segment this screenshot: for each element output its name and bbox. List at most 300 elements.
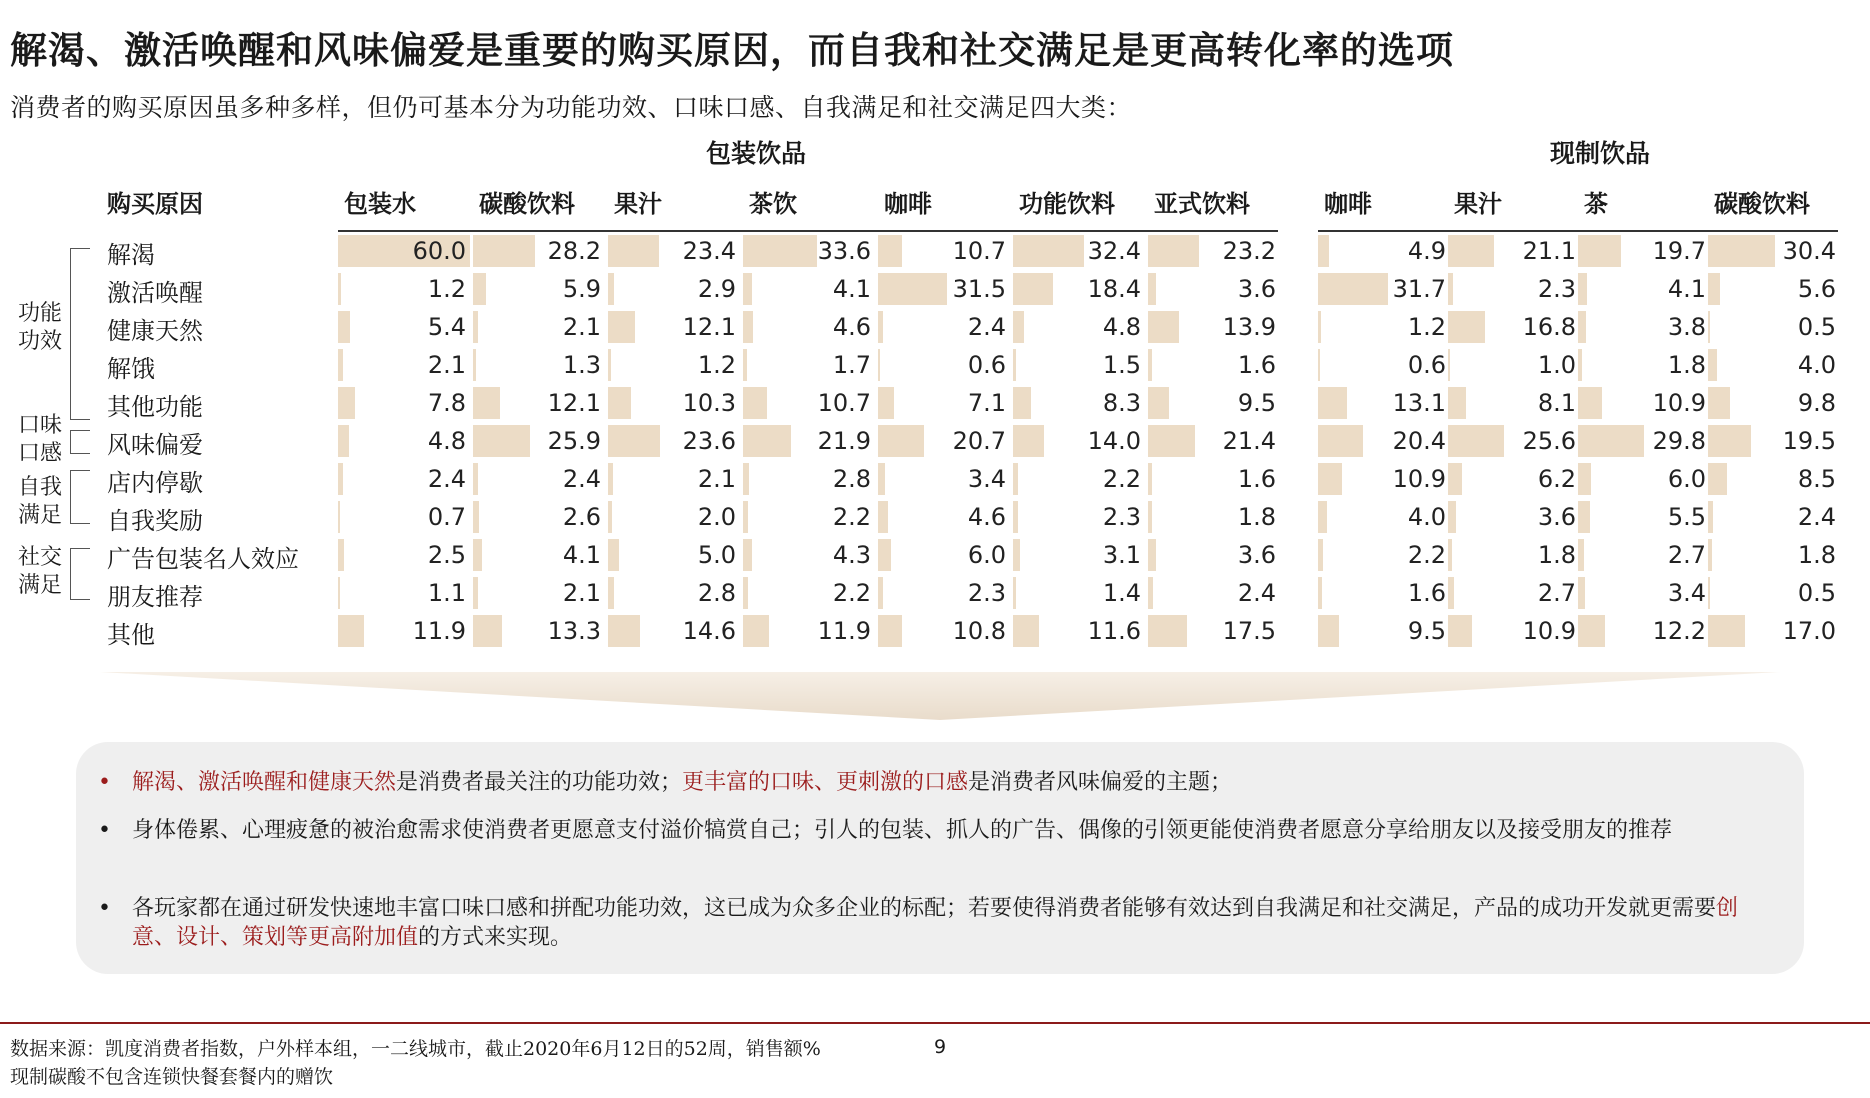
value-bar: [608, 273, 614, 305]
table-cell: [1148, 347, 1280, 381]
table-cell: [743, 537, 875, 571]
value-bar: [1578, 235, 1621, 267]
value-bar: [1318, 539, 1323, 571]
value-bar: [1013, 539, 1020, 571]
value-bar: [338, 539, 344, 571]
value-bar: [473, 349, 476, 381]
value-bar: [1013, 425, 1044, 457]
column-header: 果汁: [614, 189, 662, 218]
value-bar: [1448, 615, 1472, 647]
table-cell: [1708, 385, 1840, 419]
value-bar: [1318, 463, 1342, 495]
table-cell: [473, 613, 605, 647]
table-cell: [1578, 233, 1710, 267]
value-label: 5.9: [562, 275, 601, 303]
category-label-function: 功能功效: [17, 301, 62, 354]
body-text: 身体倦累、心理疲惫的被治愈需求使消费者更愿意支付溢价犒赏自己；引人的包装、抓人的广告、偶像的引领更能使消费者愿意分享给朋友以及接受朋友的推荐: [132, 818, 1673, 843]
value-label: 1.2: [697, 351, 736, 379]
header-rule: [1318, 230, 1838, 232]
value-label: 2.0: [697, 503, 736, 531]
table-cell: [338, 347, 470, 381]
body-text: 的方式来实现。: [418, 925, 573, 950]
value-bar: [608, 577, 614, 609]
table-cell: [608, 423, 740, 457]
table-cell: [743, 271, 875, 305]
table-cell: [878, 309, 1010, 343]
value-label: 6.0: [1667, 465, 1706, 493]
table-cell: [743, 385, 875, 419]
table-cell: [743, 575, 875, 609]
table-cell: [878, 575, 1010, 609]
table-cell: [1578, 423, 1710, 457]
table-cell: [743, 499, 875, 533]
value-bar: [608, 387, 631, 419]
table-cell: [473, 347, 605, 381]
value-bar: [1318, 273, 1388, 305]
value-bar: [743, 615, 769, 647]
value-bar: [1148, 235, 1199, 267]
value-label: 12.1: [547, 389, 601, 417]
value-label: 18.4: [1087, 275, 1141, 303]
table-cell: [1013, 347, 1145, 381]
table-cell: [1318, 347, 1450, 381]
value-bar: [1148, 425, 1195, 457]
value-bar: [1013, 615, 1039, 647]
table-cell: [1708, 499, 1840, 533]
value-bar: [473, 235, 535, 267]
value-bar: [1448, 387, 1466, 419]
value-bar: [1578, 387, 1602, 419]
value-bar: [1318, 501, 1327, 533]
row-label: 自我奖励: [107, 507, 203, 535]
table-cell: [1318, 271, 1450, 305]
value-label: 7.1: [967, 389, 1006, 417]
value-bar: [473, 463, 478, 495]
bullet-2: • 身体倦累、心理疲惫的被治愈需求使消费者更愿意支付溢价犒赏自己；引人的包装、抓人的广告、偶像的引领更能使消费者愿意分享给朋友以及接受朋友的推荐: [98, 818, 1673, 843]
value-label: 10.9: [1652, 389, 1706, 417]
value-bar: [608, 349, 611, 381]
table-cell: [1318, 575, 1450, 609]
value-bar: [473, 311, 478, 343]
value-label: 12.2: [1652, 617, 1706, 645]
value-label: 3.6: [1237, 275, 1276, 303]
table-cell: [338, 575, 470, 609]
table-cell: [743, 613, 875, 647]
value-bar: [338, 349, 343, 381]
column-header: 碳酸饮料: [479, 189, 575, 218]
row-label: 店内停歇: [107, 469, 203, 497]
table-cell: [338, 461, 470, 495]
value-label: 13.1: [1392, 389, 1446, 417]
value-label: 0.6: [967, 351, 1006, 379]
column-header: 碳酸饮料: [1714, 189, 1810, 218]
footnote: 现制碳酸不包含连锁快餐套餐内的赠饮: [10, 1066, 334, 1088]
value-bar: [1318, 387, 1347, 419]
value-bar: [1448, 311, 1485, 343]
value-bar: [1578, 501, 1590, 533]
table-cell: [743, 309, 875, 343]
table-cell: [1448, 347, 1580, 381]
value-bar: [1013, 501, 1018, 533]
value-label: 0.6: [1407, 351, 1446, 379]
value-label: 2.1: [697, 465, 736, 493]
table-cell: [608, 233, 740, 267]
value-bar: [1708, 349, 1717, 381]
value-label: 23.4: [682, 237, 736, 265]
table-cell: [608, 537, 740, 571]
value-label: 2.5: [427, 541, 466, 569]
page-title: 解渴、激活唤醒和风味偏爱是重要的购买原因，而自我和社交满足是更高转化率的选项: [10, 28, 1454, 72]
table-cell: [1708, 233, 1840, 267]
value-label: 21.9: [817, 427, 871, 455]
value-bar: [338, 577, 340, 609]
table-cell: [1318, 461, 1450, 495]
value-label: 2.6: [562, 503, 601, 531]
value-bar: [743, 349, 747, 381]
table-cell: [473, 499, 605, 533]
value-label: 3.6: [1237, 541, 1276, 569]
row-label: 其他功能: [107, 393, 203, 421]
value-bar: [1148, 539, 1156, 571]
table-cell: [1708, 271, 1840, 305]
bullet-1: • 解渴、激活唤醒和健康天然是消费者最关注的功能功效；更丰富的口味、更刺激的口感是消费者风味偏爱的主题；: [98, 770, 1233, 795]
value-label: 17.5: [1222, 617, 1276, 645]
table-cell: [338, 499, 470, 533]
table-cell: [1708, 613, 1840, 647]
table-cell: [878, 385, 1010, 419]
value-label: 1.0: [1537, 351, 1576, 379]
value-bar: [878, 463, 885, 495]
value-bar: [1708, 463, 1727, 495]
table-cell: [1148, 613, 1280, 647]
table-cell: [338, 613, 470, 647]
column-header: 亚式饮料: [1154, 189, 1250, 218]
value-label: 2.8: [697, 579, 736, 607]
value-label: 28.2: [547, 237, 601, 265]
page-number: 9: [934, 1036, 947, 1058]
value-label: 8.5: [1797, 465, 1836, 493]
value-label: 1.6: [1237, 465, 1276, 493]
value-label: 1.6: [1237, 351, 1276, 379]
value-label: 4.8: [1102, 313, 1141, 341]
value-bar: [1708, 235, 1775, 267]
value-label: 1.2: [1407, 313, 1446, 341]
value-label: 31.5: [952, 275, 1006, 303]
value-label: 2.4: [967, 313, 1006, 341]
table-cell: [1013, 271, 1145, 305]
table-cell: [1013, 499, 1145, 533]
table-cell: [1318, 233, 1450, 267]
table-cell: [338, 309, 470, 343]
value-bar: [338, 273, 341, 305]
value-bar: [743, 273, 752, 305]
table-cell: [338, 537, 470, 571]
value-label: 2.1: [427, 351, 466, 379]
table-cell: [1318, 423, 1450, 457]
table-cell: [1148, 309, 1280, 343]
value-bar: [1708, 539, 1712, 571]
value-label: 17.0: [1782, 617, 1836, 645]
down-arrow-divider: [100, 672, 1780, 730]
value-bar: [878, 615, 902, 647]
value-bar: [473, 539, 482, 571]
value-label: 14.0: [1087, 427, 1141, 455]
value-bar: [1148, 273, 1156, 305]
table-cell: [1318, 499, 1450, 533]
value-label: 4.6: [967, 503, 1006, 531]
value-label: 2.3: [967, 579, 1006, 607]
value-bar: [1578, 425, 1644, 457]
table-cell: [1013, 385, 1145, 419]
table-cell: [878, 233, 1010, 267]
table-cell: [1013, 575, 1145, 609]
value-label: 32.4: [1087, 237, 1141, 265]
value-label: 21.4: [1222, 427, 1276, 455]
value-bar: [473, 615, 502, 647]
row-header: 购买原因: [107, 189, 203, 218]
table-cell: [878, 347, 1010, 381]
value-label: 1.6: [1407, 579, 1446, 607]
value-label: 20.7: [952, 427, 1006, 455]
value-bar: [1013, 235, 1084, 267]
value-label: 23.2: [1222, 237, 1276, 265]
value-bar: [1578, 273, 1587, 305]
value-bar: [743, 539, 752, 571]
value-bar: [338, 311, 350, 343]
table-cell: [473, 537, 605, 571]
value-label: 2.7: [1667, 541, 1706, 569]
value-bar: [1013, 387, 1031, 419]
value-label: 21.1: [1522, 237, 1576, 265]
table-cell: [1708, 575, 1840, 609]
table-cell: [608, 385, 740, 419]
value-bar: [878, 311, 883, 343]
category-bracket-function: [70, 248, 90, 420]
value-bar: [878, 349, 880, 381]
value-label: 19.5: [1782, 427, 1836, 455]
table-cell: [1708, 423, 1840, 457]
value-label: 33.6: [817, 237, 871, 265]
table-cell: [473, 575, 605, 609]
value-label: 2.7: [1537, 579, 1576, 607]
value-label: 2.8: [832, 465, 871, 493]
value-label: 3.6: [1537, 503, 1576, 531]
value-label: 3.4: [1667, 579, 1706, 607]
table-cell: [1318, 385, 1450, 419]
value-label: 1.8: [1237, 503, 1276, 531]
group-title-packaged: 包装饮品: [706, 139, 807, 168]
value-label: 16.8: [1522, 313, 1576, 341]
value-bar: [338, 425, 349, 457]
category-bracket-social: [70, 548, 90, 600]
row-label: 解渴: [107, 241, 155, 269]
value-label: 5.0: [697, 541, 736, 569]
value-label: 1.3: [562, 351, 601, 379]
value-bar: [1578, 311, 1586, 343]
value-label: 12.1: [682, 313, 736, 341]
value-label: 0.5: [1797, 579, 1836, 607]
value-label: 10.7: [817, 389, 871, 417]
table-cell: [608, 309, 740, 343]
value-bar: [1148, 615, 1187, 647]
table-cell: [1318, 613, 1450, 647]
value-bar: [1148, 311, 1179, 343]
value-bar: [878, 235, 902, 267]
value-label: 29.8: [1652, 427, 1706, 455]
value-bar: [1318, 425, 1363, 457]
summary-box: [76, 742, 1804, 974]
value-label: 4.0: [1797, 351, 1836, 379]
table-cell: [473, 309, 605, 343]
value-label: 10.7: [952, 237, 1006, 265]
value-label: 25.9: [547, 427, 601, 455]
table-cell: [743, 461, 875, 495]
value-bar: [1318, 577, 1322, 609]
value-bar: [473, 577, 478, 609]
value-label: 1.4: [1102, 579, 1141, 607]
highlight-text: 更丰富的口味、更刺激的口感: [682, 770, 969, 795]
table-cell: [1013, 423, 1145, 457]
table-cell: [1448, 461, 1580, 495]
value-bar: [1448, 463, 1462, 495]
column-header: 茶饮: [749, 189, 797, 218]
value-label: 14.6: [682, 617, 736, 645]
value-label: 2.9: [697, 275, 736, 303]
value-bar: [743, 463, 749, 495]
value-bar: [1448, 425, 1504, 457]
table-cell: [473, 461, 605, 495]
table-cell: [878, 271, 1010, 305]
value-bar: [1148, 577, 1153, 609]
table-cell: [1708, 461, 1840, 495]
table-cell: [608, 575, 740, 609]
value-label: 2.4: [1797, 503, 1836, 531]
column-header: 茶: [1584, 189, 1608, 218]
value-bar: [473, 273, 486, 305]
value-label: 2.4: [427, 465, 466, 493]
table-cell: [743, 347, 875, 381]
value-label: 25.6: [1522, 427, 1576, 455]
value-bar: [743, 577, 748, 609]
value-label: 2.3: [1537, 275, 1576, 303]
value-bar: [473, 387, 500, 419]
value-label: 10.9: [1522, 617, 1576, 645]
value-label: 4.6: [832, 313, 871, 341]
value-label: 9.8: [1797, 389, 1836, 417]
table-cell: [473, 385, 605, 419]
value-label: 0.7: [427, 503, 466, 531]
value-bar: [1013, 577, 1016, 609]
category-label-social: 社交满足: [17, 545, 62, 598]
column-header: 咖啡: [1324, 189, 1372, 218]
value-label: 0.5: [1797, 313, 1836, 341]
value-label: 8.1: [1537, 389, 1576, 417]
table-cell: [1148, 423, 1280, 457]
table-cell: [1578, 537, 1710, 571]
value-label: 3.8: [1667, 313, 1706, 341]
value-bar: [1148, 387, 1169, 419]
table-cell: [608, 499, 740, 533]
table-cell: [1448, 537, 1580, 571]
value-label: 9.5: [1407, 617, 1446, 645]
row-label: 其他: [107, 621, 155, 649]
value-label: 2.2: [1407, 541, 1446, 569]
value-label: 2.3: [1102, 503, 1141, 531]
row-label: 广告包装名人效应: [107, 545, 299, 573]
table-cell: [1448, 233, 1580, 267]
value-bar: [338, 387, 355, 419]
table-cell: [1448, 385, 1580, 419]
body-text: 是消费者最关注的功能功效；: [396, 770, 683, 795]
value-bar: [608, 501, 612, 533]
value-label: 23.6: [682, 427, 736, 455]
value-label: 10.9: [1392, 465, 1446, 493]
value-bar: [743, 425, 791, 457]
value-label: 5.4: [427, 313, 466, 341]
value-bar: [878, 577, 883, 609]
table-cell: [1578, 499, 1710, 533]
value-label: 1.8: [1667, 351, 1706, 379]
value-bar: [473, 425, 530, 457]
table-cell: [743, 423, 875, 457]
value-label: 5.5: [1667, 503, 1706, 531]
value-bar: [1708, 501, 1713, 533]
row-label: 激活唤醒: [107, 279, 203, 307]
table-cell: [1578, 309, 1710, 343]
value-bar: [1578, 463, 1591, 495]
table-cell: [1448, 309, 1580, 343]
table-cell: [338, 233, 470, 267]
value-bar: [1578, 615, 1605, 647]
bullet-3: • 各玩家都在通过研发快速地丰富口味口感和拼配功能功效，这已成为众多企业的标配；若要使得消费者能够有效达到自我满足和社交满足，产品的成功开发就更需要创意、设计、策划等更高附加值的方式来实现。: [98, 896, 1739, 950]
value-label: 20.4: [1392, 427, 1446, 455]
value-label: 4.8: [427, 427, 466, 455]
value-label: 11.6: [1087, 617, 1141, 645]
value-label: 3.1: [1102, 541, 1141, 569]
value-bar: [1148, 463, 1152, 495]
table-cell: [1013, 461, 1145, 495]
table-cell: [1013, 537, 1145, 571]
row-label: 健康天然: [107, 317, 203, 345]
body-text: 各玩家都在通过研发快速地丰富口味口感和拼配功能功效，这已成为众多企业的标配；若要使得消费者能够有效达到自我满足和社交满足，产品的成功开发就更需要: [132, 896, 1717, 921]
value-label: 1.8: [1537, 541, 1576, 569]
value-label: 2.2: [832, 503, 871, 531]
table-cell: [338, 385, 470, 419]
value-label: 2.1: [562, 313, 601, 341]
value-bar: [878, 273, 947, 305]
value-bar: [608, 425, 660, 457]
value-label: 3.4: [967, 465, 1006, 493]
value-bar: [1013, 349, 1016, 381]
value-label: 4.1: [1667, 275, 1706, 303]
value-bar: [878, 425, 924, 457]
value-bar: [1148, 501, 1152, 533]
value-bar: [608, 311, 635, 343]
table-cell: [1148, 537, 1280, 571]
value-bar: [1448, 501, 1456, 533]
value-bar: [1013, 463, 1018, 495]
value-bar: [878, 387, 894, 419]
table-cell: [1708, 537, 1840, 571]
highlight-text: 创意、设计、策划等更高附加值: [132, 896, 1739, 950]
value-bar: [608, 235, 659, 267]
table-cell: [608, 271, 740, 305]
value-label: 4.3: [832, 541, 871, 569]
value-bar: [1578, 577, 1585, 609]
value-bar: [1318, 615, 1339, 647]
value-bar: [1448, 577, 1454, 609]
value-bar: [1013, 273, 1053, 305]
